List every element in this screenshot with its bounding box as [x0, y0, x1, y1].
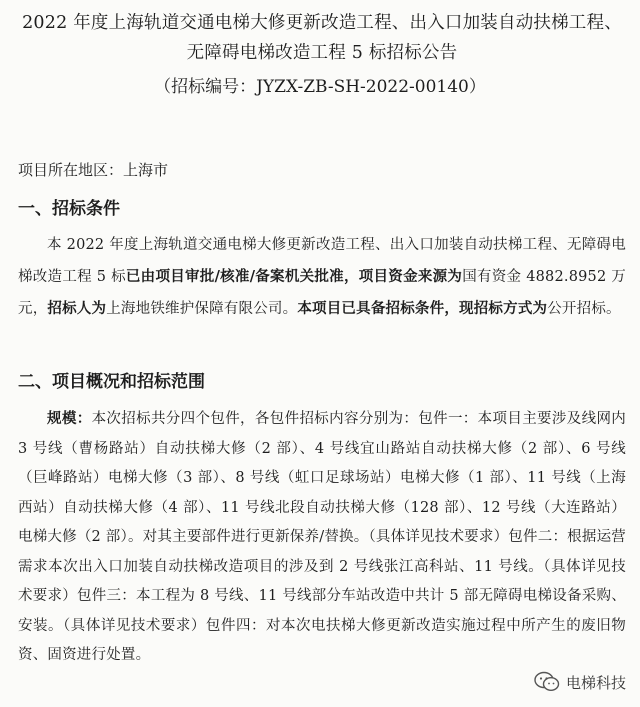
conditions-text-d: 招标人为 [47, 300, 107, 317]
conditions-text-e: 上海地铁维护保障有限公司。 [106, 301, 298, 317]
scope-label: 规模： [47, 410, 92, 427]
bidding-conditions-paragraph [18, 230, 626, 325]
watermark-text: 电梯科技 [565, 673, 626, 692]
wechat-icon [534, 671, 560, 693]
conditions-text-g: 公开招标。 [547, 301, 621, 317]
watermark [534, 671, 626, 693]
document-title: 2022 年度上海轨道交通电梯大修更新改造工程、出入口加装自动扶梯工程、无障碍电梯改造工程 5 标招标公告 [22, 13, 622, 63]
section-heading-project-overview: 二、项目概况和招标范围 [18, 372, 205, 392]
conditions-text-b: 已由项目审批/核准/备案机关批准，项目资金来源为 [125, 268, 463, 285]
scope-text: 本次招标共分四个包件，各包件招标内容分别为：包件一：本项目主要涉及线网内 3 号线（曹杨路站）自动扶梯大修（2 部）、4 号线宜山路站自动扶梯大修（2 部）、6 号线（巨峰路站）电梯大修（3 部）、8 号线（虹口足球场站）电梯大修（1 部）、11 号线（上海西站）自动扶梯大修（4 部）、11 号线北段自动扶梯大修（128 部）、12 号线（大连路站）电梯大修（2 部）。对其主要部件进行更新保养/替换。（具体详见技术要求）包件二：根据运营需求本次出入口加装自动扶梯改造项目的涉及到 2 号线张江高科站、11 号线。（具体详见技术要求）包件三：本工程为 8 号线、11 号线部分车站改造中共计 5 部无障碍电梯设备采购、安装。（具体详见技术要求）包件四：对本次电扶梯大修更新改造实施过程中所产生的废旧物资、固资进行处置。 [18, 411, 626, 663]
conditions-text-f: 本项目已具备招标条件，现招标方式为 [297, 300, 548, 317]
tender-code: （招标编号：JYZX-ZB-SH-2022-00140） [154, 77, 486, 97]
section-heading-bidding-conditions: 一、招标条件 [18, 199, 120, 219]
conditions-text-a: 本 2022 年度上海轨道交通电梯大修更新改造工程、出入口加装自动扶梯工程、无障碍电梯改造工程 5 标 [18, 237, 626, 285]
conditions-text-c: 国有资金 4882.8952 万元， [18, 269, 626, 317]
project-scope-paragraph [18, 404, 626, 671]
project-region: 项目所在地区：上海市 [18, 161, 169, 179]
